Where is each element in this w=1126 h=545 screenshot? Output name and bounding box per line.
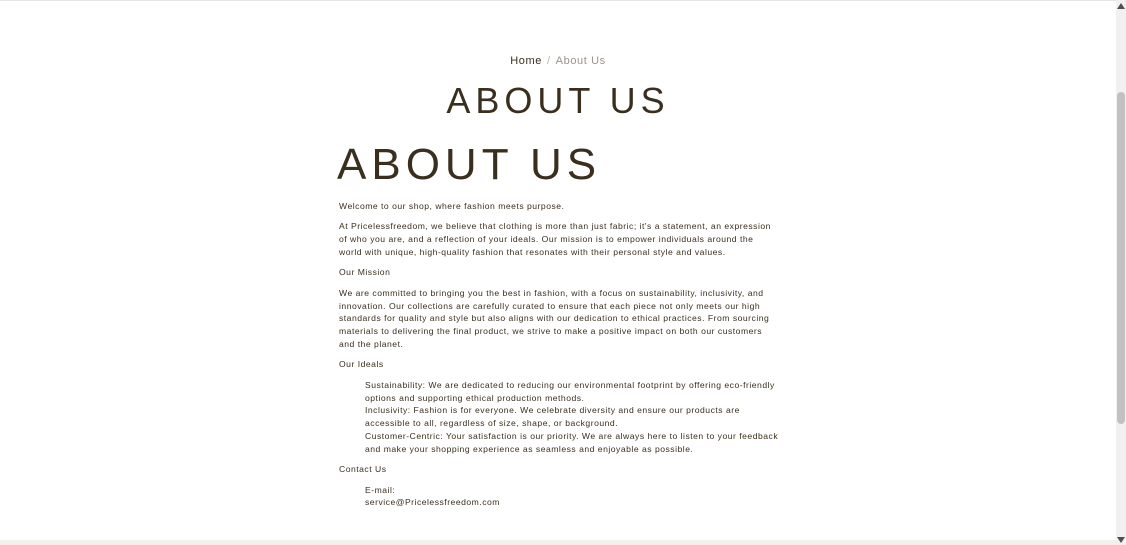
footer-band: [0, 540, 1116, 545]
ideal-label: Customer-Centric:: [365, 430, 444, 441]
vertical-scrollbar[interactable]: [1116, 0, 1126, 545]
contact-email-label: E-mail:: [365, 484, 396, 495]
list-item: [365, 379, 779, 405]
ideals-heading: Our Ideals: [339, 359, 384, 370]
contact-email-link[interactable]: service@Pricelessfreedom.com: [365, 497, 500, 508]
ideal-label: Inclusivity:: [365, 405, 411, 416]
about-content: [339, 138, 779, 517]
breadcrumb-current: About Us: [555, 55, 606, 67]
mission-heading: Our Mission: [339, 267, 391, 278]
content-heading: ABOUT US: [337, 140, 602, 189]
ideal-text: Your satisfaction is our priority. We are always here to listen to your feedback and make your shopping experience as seamless and enjoyable as possible.: [365, 430, 779, 454]
list-item: [365, 404, 779, 430]
header-divider: [0, 0, 1116, 1]
ideal-text: We are dedicated to reducing our environmental footprint by offering eco-friendly options and supporting ethical production methods.: [365, 379, 775, 403]
page-title: ABOUT US: [446, 80, 670, 121]
triangle-down-icon[interactable]: [1117, 537, 1125, 543]
scrollbar-thumb[interactable]: [1117, 92, 1125, 424]
list-item: [365, 484, 779, 510]
company-paragraph: At Pricelessfreedom, we believe that clothing is more than just fabric; it's a statement, an expression of who you are, and a reflection of your ideals. Our mission is to empower individuals around the world with unique, high-quality fashion that resonates with their personal style and values.: [339, 221, 771, 257]
ideals-list: [339, 379, 779, 456]
contact-heading: Contact Us: [339, 464, 387, 475]
breadcrumb-home-link[interactable]: Home: [510, 55, 543, 67]
triangle-up-icon[interactable]: [1117, 3, 1125, 9]
ideal-text: Fashion is for everyone. We celebrate diversity and ensure our products are accessible to all, regardless of size, shape, or background.: [365, 405, 740, 429]
intro-text: Welcome to our shop, where fashion meets purpose.: [339, 201, 565, 211]
breadcrumb: [0, 55, 1116, 67]
contact-list: [339, 484, 779, 510]
breadcrumb-separator: /: [547, 55, 551, 67]
ideal-label: Sustainability:: [365, 379, 426, 390]
mission-text: We are committed to bringing you the best in fashion, with a focus on sustainability, inclusivity, and innovation. Our collections are carefully curated to ensure that each piece not only meets our high standards for quality and style but also aligns with our dedication to ethical practices. From sourcing materials to delivering the final product, we strive to make a positive impact on both our customers and the planet.: [339, 287, 770, 349]
list-item: [365, 430, 779, 456]
